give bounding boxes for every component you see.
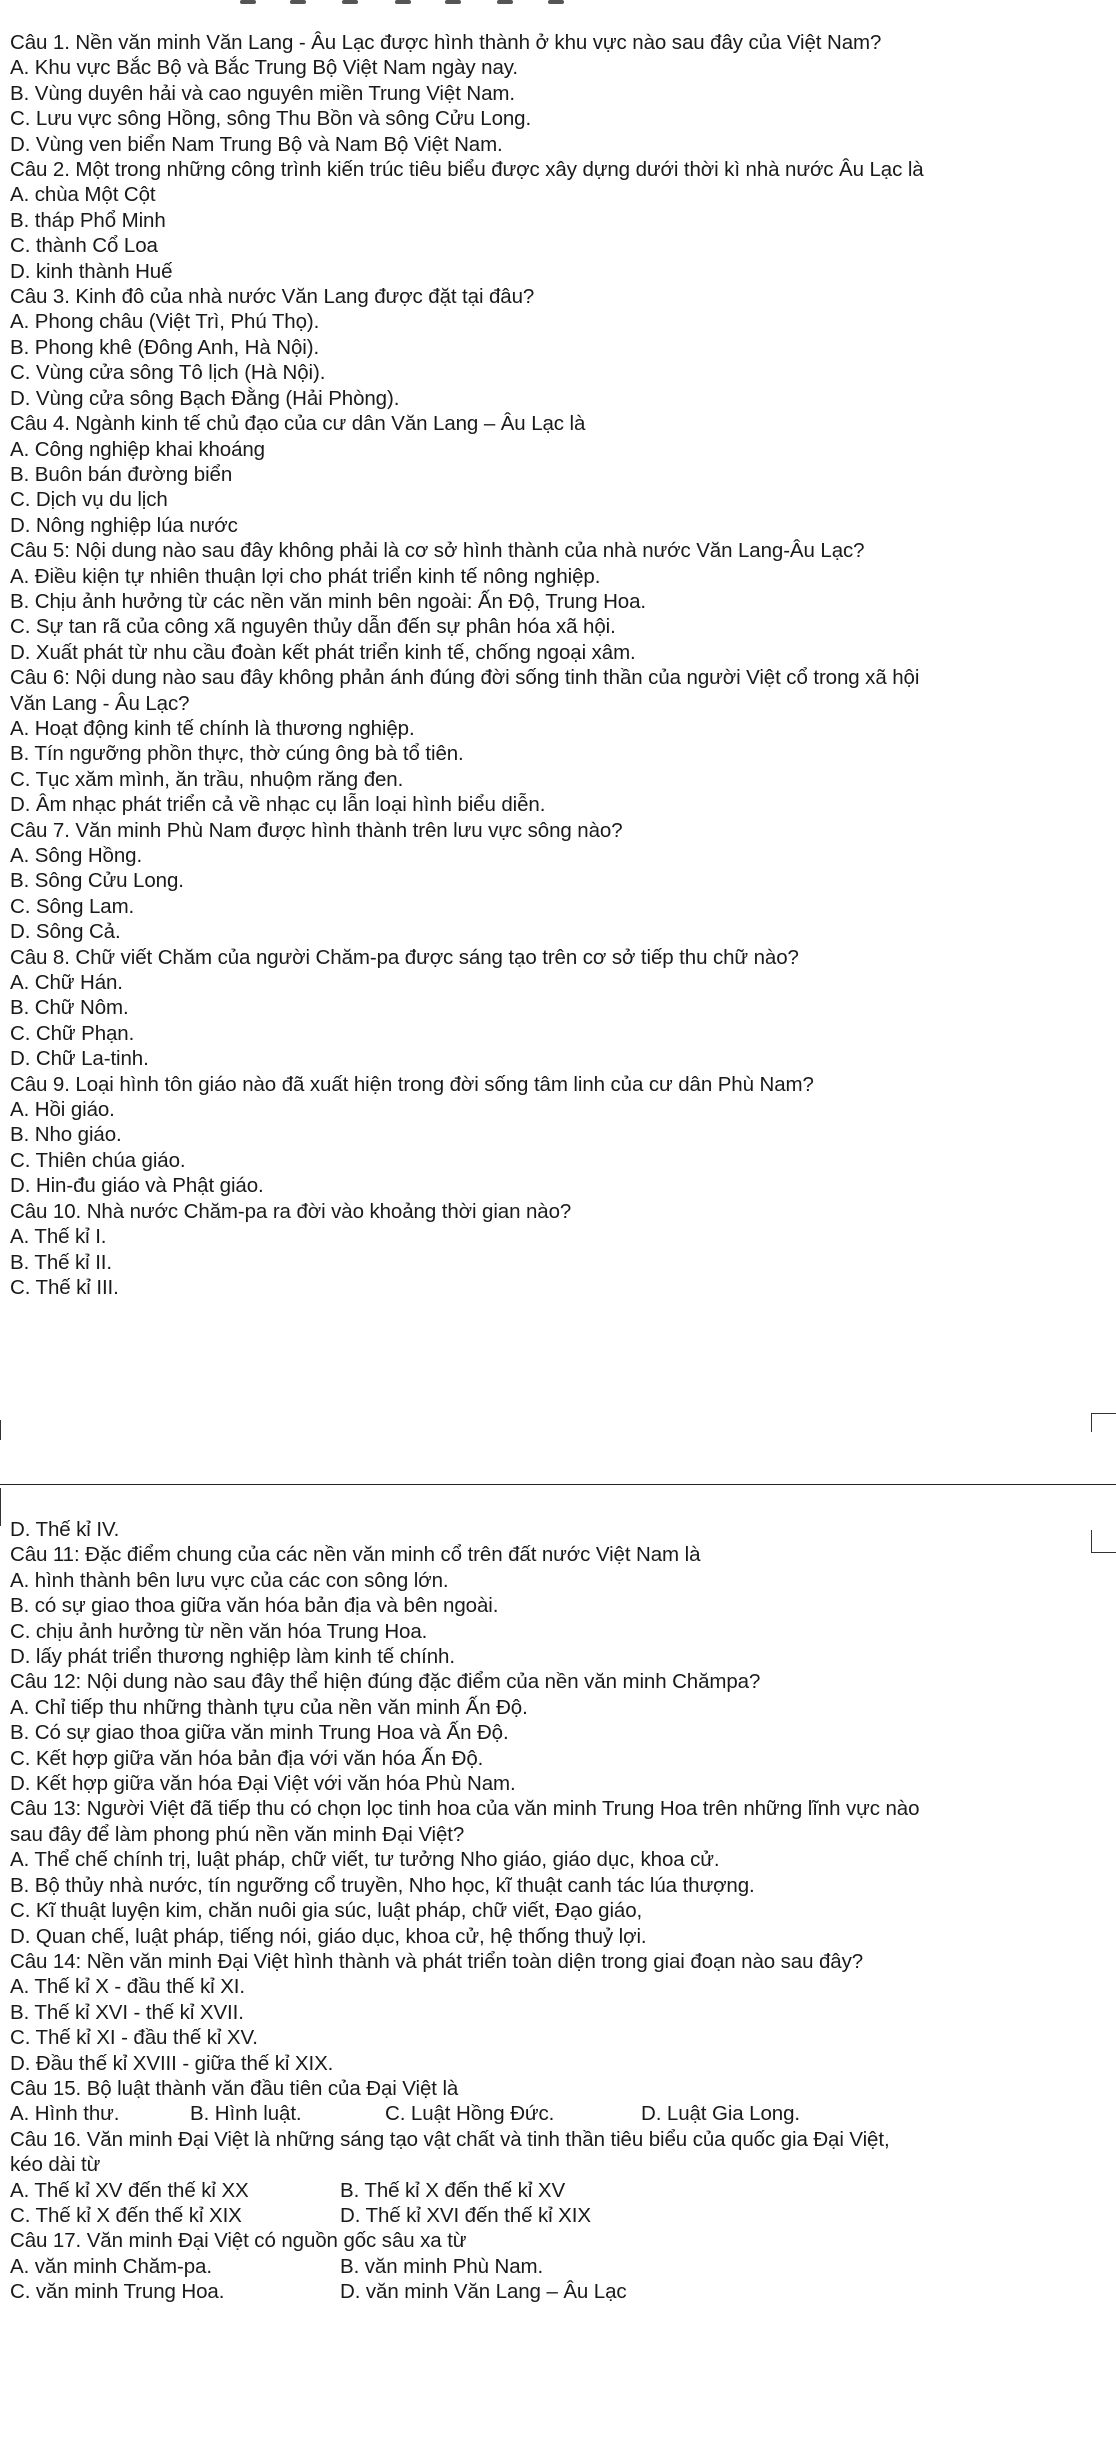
answer-option: D. Thế kỉ IV.: [10, 1518, 120, 1541]
question-stem-cont: kéo dài từ: [10, 2153, 101, 2177]
answer-option: B. tháp Phổ Minh: [10, 208, 166, 232]
question-stem: Câu 6: Nội dung nào sau đây không phản ánh đúng đời sống tinh thần của người Việt cổ trong xã hội: [10, 666, 920, 690]
answer-option: A. Hồi giáo.: [10, 1098, 115, 1122]
crop-bracket: [1091, 1413, 1116, 1432]
text-line: Văn Lang - Âu Lạc?: [10, 691, 190, 715]
answer-option: C. Kĩ thuật luyện kim, chăn nuôi gia súc, luật pháp, chữ viết, Đạo giáo,: [10, 1899, 643, 1923]
answer-option: D. Luật Gia Long.: [641, 2102, 800, 2126]
top-crop-marks: [0, 0, 1116, 8]
question-stem: Câu 17. Văn minh Đại Việt có nguồn gốc sâu xa từ: [10, 2229, 467, 2253]
crop-bracket: [0, 1420, 1, 1440]
answer-option: B. Chịu ảnh hưởng từ các nền văn minh bên ngoài: Ấn Độ, Trung Hoa.: [10, 589, 647, 613]
question-stem: Câu 13: Người Việt đã tiếp thu có chọn lọc tinh hoa của văn minh Trung Hoa trên những lĩnh vực nào: [10, 1797, 920, 1821]
answer-option: D. lấy phát triển thương nghiệp làm kinh tế chính.: [10, 1645, 455, 1669]
answer-option: A. Thế kỉ X - đầu thế kỉ XI.: [10, 1975, 245, 1999]
answer-option: D. văn minh Văn Lang – Âu Lạc: [340, 2280, 627, 2304]
answer-option: D. Vùng ven biển Nam Trung Bộ và Nam Bộ Việt Nam.: [10, 132, 503, 156]
answer-option: C. Thiên chúa giáo.: [10, 1148, 186, 1172]
answer-option: B. Buôn bán đường biển: [10, 462, 233, 486]
answer-option: A. Thể chế chính trị, luật pháp, chữ viết, tư tưởng Nho giáo, giáo dục, khoa cử.: [10, 1848, 720, 1872]
answer-option: C. Vùng cửa sông Tô lịch (Hà Nội).: [10, 361, 326, 385]
answer-option: B. Sông Cửu Long.: [10, 869, 184, 893]
answer-option: A. Chỉ tiếp thu những thành tựu của nền văn minh Ấn Độ.: [10, 1695, 528, 1719]
crop-bracket: [0, 1488, 1, 1526]
answer-option: B. Chữ Nôm.: [10, 996, 129, 1020]
answer-option: A. Điều kiện tự nhiên thuận lợi cho phát triển kinh tế nông nghiệp.: [10, 564, 601, 588]
question-stem: Câu 8. Chữ viết Chăm của người Chăm-pa được sáng tạo trên cơ sở tiếp thu chữ nào?: [10, 945, 799, 969]
answer-option: C. Thế kỉ III.: [10, 1275, 119, 1299]
answer-option: C. Chữ Phạn.: [10, 1021, 135, 1045]
question-stem: Câu 2. Một trong những công trình kiến trúc tiêu biểu được xây dựng dưới thời kì nhà nước Âu Lạc là: [10, 158, 924, 182]
answer-option: B. Hình luật.: [190, 2102, 302, 2126]
answer-option: B. Vùng duyên hải và cao nguyên miền Trung Việt Nam.: [10, 81, 515, 105]
answer-option: D. Chữ La-tinh.: [10, 1047, 149, 1071]
answer-option: C. văn minh Trung Hoa.: [10, 2280, 225, 2304]
text-line: sau đây để làm phong phú nền văn minh Đại Việt?: [10, 1822, 465, 1846]
questions-section-1: [10, 30, 1110, 1300]
answer-option: B. Thế kỉ X đến thế kỉ XV: [340, 2178, 566, 2202]
question-stem: Câu 7. Văn minh Phù Nam được hình thành trên lưu vực sông nào?: [10, 818, 623, 842]
answer-option: B. Tín ngưỡng phồn thực, thờ cúng ông bà tổ tiên.: [10, 742, 464, 766]
page-divider: [0, 1484, 1116, 1485]
q16-options-row1: [10, 2178, 1110, 2203]
answer-option: A. Sông Hồng.: [10, 844, 143, 867]
q15-options: [10, 2101, 1110, 2126]
question-stem: Câu 11: Đặc điểm chung của các nền văn minh cổ trên đất nước Việt Nam là: [10, 1543, 701, 1567]
question-stem: Câu 12: Nội dung nào sau đây thể hiện đúng đặc điểm của nền văn minh Chămpa?: [10, 1670, 761, 1694]
answer-option: B. Bộ thủy nhà nước, tín ngưỡng cổ truyền, Nho học, kĩ thuật canh tác lúa thượng.: [10, 1873, 755, 1897]
question-stem: Câu 4. Ngành kinh tế chủ đạo của cư dân Văn Lang – Âu Lạc là: [10, 412, 586, 436]
question-stem: Câu 3. Kinh đô của nhà nước Văn Lang được đặt tại đâu?: [10, 285, 535, 309]
question-stem: Câu 1. Nền văn minh Văn Lang - Âu Lạc được hình thành ở khu vực nào sau đây của Việt Nam?: [10, 31, 882, 54]
answer-option: A. Chữ Hán.: [10, 971, 123, 995]
answer-option: B. văn minh Phù Nam.: [340, 2254, 544, 2278]
answer-option: A. Thế kỉ I.: [10, 1225, 107, 1249]
answer-option: C. Lưu vực sông Hồng, sông Thu Bồn và sông Cửu Long.: [10, 107, 532, 131]
answer-option: D. kinh thành Huế: [10, 259, 173, 283]
answer-option: C. Sự tan rã của công xã nguyên thủy dẫn đến sự phân hóa xã hội.: [10, 615, 616, 639]
answer-option: D. Quan chế, luật pháp, tiếng nói, giáo dục, khoa cử, hệ thống thuỷ lợi.: [10, 1924, 647, 1948]
answer-option: D. Âm nhạc phát triển cả về nhạc cụ lẫn loại hình biểu diễn.: [10, 793, 546, 817]
question-stem: Câu 14: Nền văn minh Đại Việt hình thành và phát triển toàn diện trong giai đoạn nào sau đây?: [10, 1949, 864, 1973]
answer-option: B. Thế kỉ XVI - thế kỉ XVII.: [10, 2000, 244, 2024]
answer-option: B. Phong khê (Đông Anh, Hà Nội).: [10, 335, 320, 359]
q16-options-row2: [10, 2203, 1110, 2228]
answer-option: A. chùa Một Cột: [10, 183, 156, 207]
answer-option: C. Dịch vụ du lịch: [10, 488, 168, 512]
q17-options-row2: [10, 2279, 1110, 2304]
answer-option: C. Tục xăm mình, ăn trầu, nhuộm răng đen.: [10, 767, 404, 791]
questions-section-2: [10, 1517, 1110, 2305]
answer-option: A. Khu vực Bắc Bộ và Bắc Trung Bộ Việt Nam ngày nay.: [10, 56, 519, 80]
answer-option: D. Hin-đu giáo và Phật giáo.: [10, 1174, 264, 1198]
answer-option: D. Kết hợp giữa văn hóa Đại Việt với văn hóa Phù Nam.: [10, 1772, 516, 1796]
answer-option: A. Hoạt động kinh tế chính là thương nghiệp.: [10, 716, 415, 740]
answer-option: C. Luật Hồng Đức.: [385, 2102, 555, 2126]
question-stem: Câu 9. Loại hình tôn giáo nào đã xuất hiện trong đời sống tâm linh của cư dân Phù Nam?: [10, 1072, 814, 1096]
question-stem: Câu 16. Văn minh Đại Việt là những sáng tạo vật chất và tinh thần tiêu biểu của quốc gia Đại Việt,: [10, 2127, 890, 2151]
answer-option: A. Thế kỉ XV đến thế kỉ XX: [10, 2178, 249, 2202]
answer-option: B. Nho giáo.: [10, 1123, 122, 1147]
answer-option: B. có sự giao thoa giữa văn hóa bản địa và bên ngoài.: [10, 1594, 499, 1618]
answer-option: A. Công nghiệp khai khoáng: [10, 437, 265, 461]
answer-option: C. Thế kỉ XI - đầu thế kỉ XV.: [10, 2026, 258, 2050]
answer-option: C. thành Cổ Loa: [10, 234, 158, 258]
answer-option: A. văn minh Chăm-pa.: [10, 2254, 212, 2278]
answer-option: D. Nông nghiệp lúa nước: [10, 513, 238, 537]
answer-option: D. Thế kỉ XVI đến thế kỉ XIX: [340, 2203, 591, 2227]
answer-option: D. Sông Cả.: [10, 920, 121, 944]
question-stem: Câu 15. Bộ luật thành văn đầu tiên của Đại Việt là: [10, 2076, 459, 2100]
question-stem: Câu 5: Nội dung nào sau đây không phải là cơ sở hình thành của nhà nước Văn Lang-Âu Lạc?: [10, 539, 865, 563]
answer-option: C. chịu ảnh hưởng từ nền văn hóa Trung Hoa.: [10, 1619, 428, 1643]
question-stem: Câu 10. Nhà nước Chăm-pa ra đời vào khoảng thời gian nào?: [10, 1199, 572, 1223]
answer-option: B. Thế kỉ II.: [10, 1250, 113, 1274]
answer-option: D. Vùng cửa sông Bạch Đằng (Hải Phòng).: [10, 386, 400, 410]
answer-option: D. Đầu thế kỉ XVIII - giữa thế kỉ XIX.: [10, 2051, 334, 2075]
answer-option: A. Phong châu (Việt Trì, Phú Thọ).: [10, 310, 320, 334]
q17-options-row1: [10, 2254, 1110, 2279]
answer-option: C. Kết hợp giữa văn hóa bản địa với văn hóa Ấn Độ.: [10, 1746, 484, 1770]
answer-option: A. Hình thư.: [10, 2102, 120, 2126]
answer-option: C. Thế kỉ X đến thế kỉ XIX: [10, 2203, 242, 2227]
answer-option: D. Xuất phát từ nhu cầu đoàn kết phát triển kinh tế, chống ngoại xâm.: [10, 640, 636, 664]
answer-option: B. Có sự giao thoa giữa văn minh Trung Hoa và Ấn Độ.: [10, 1721, 509, 1745]
answer-option: C. Sông Lam.: [10, 894, 135, 918]
answer-option: A. hình thành bên lưu vực của các con sông lớn.: [10, 1568, 449, 1592]
